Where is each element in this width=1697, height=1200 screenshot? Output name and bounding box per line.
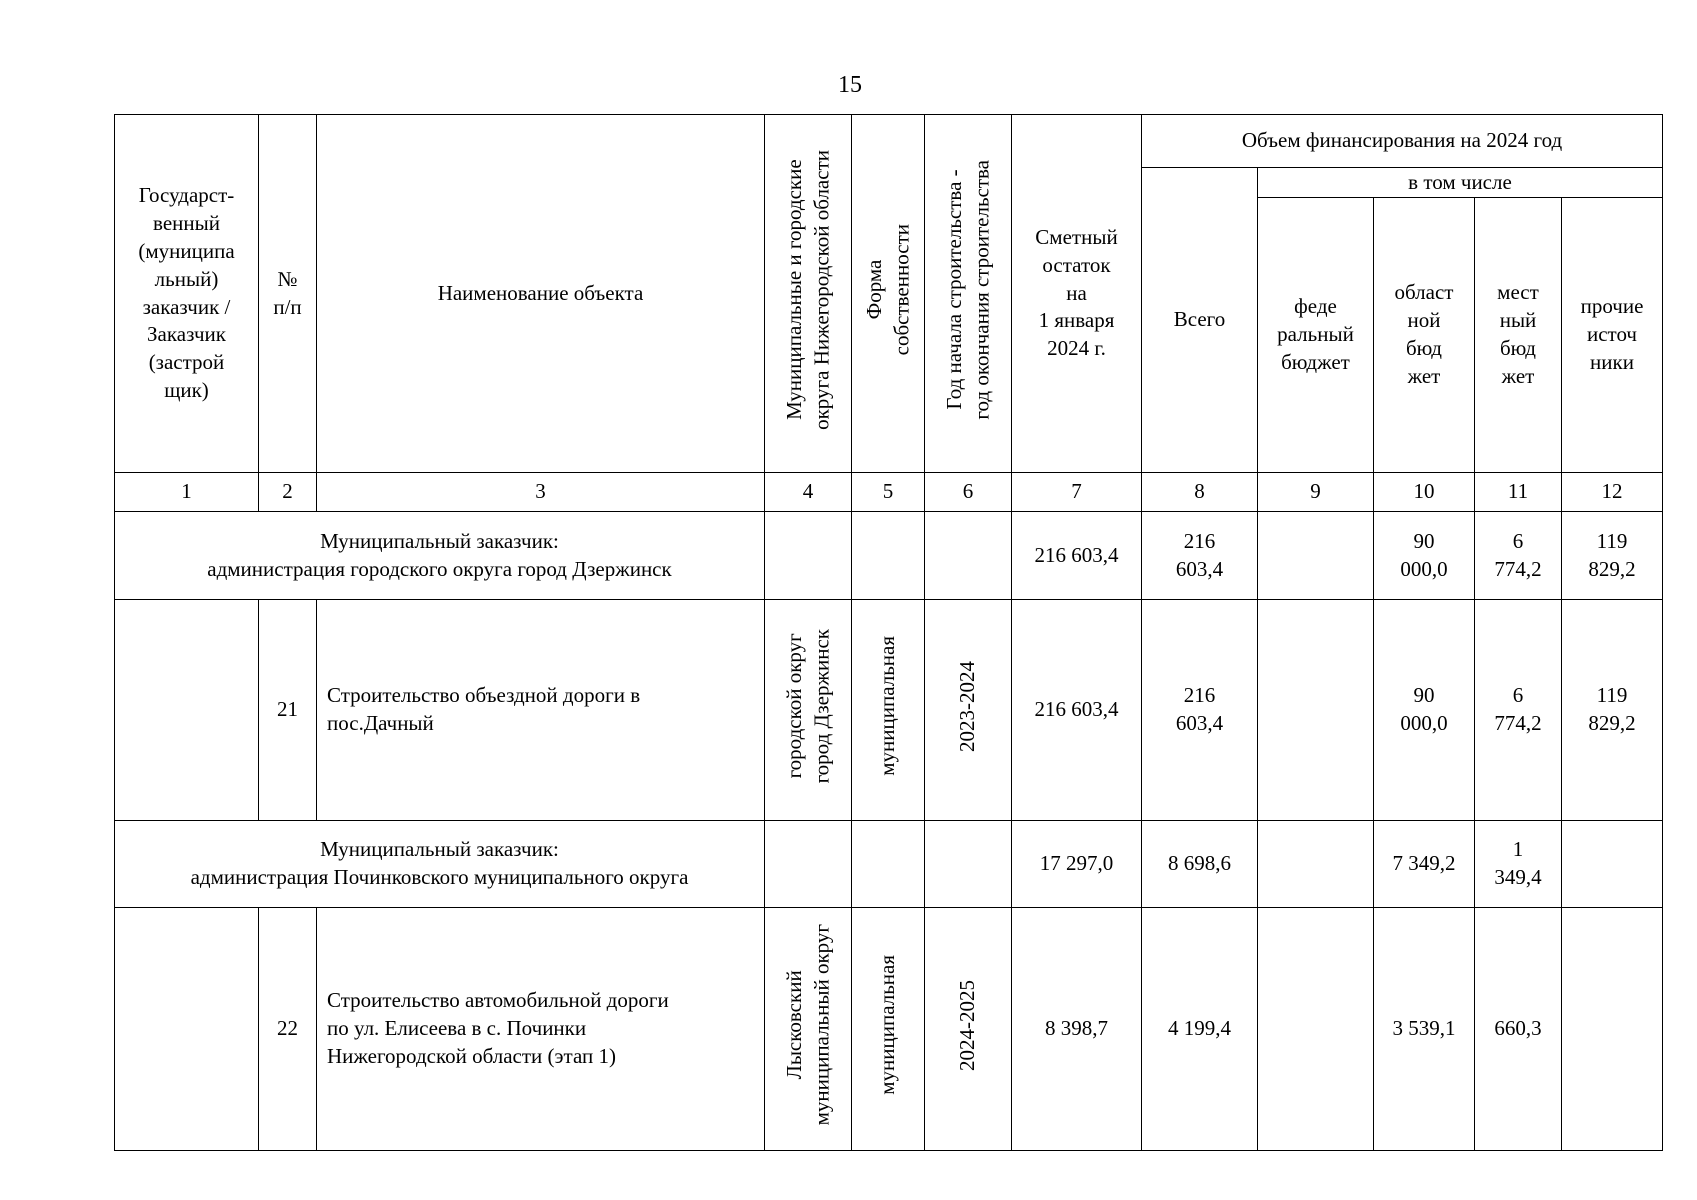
header-object-name-label: Наименование объекта (437, 280, 644, 305)
ownership-label: муниципальная (875, 636, 900, 776)
header-ownership (852, 115, 925, 473)
column-number: 2 (259, 473, 317, 512)
years-cell (925, 512, 1012, 600)
column-number: 5 (852, 473, 925, 512)
header-total (1142, 168, 1258, 473)
header-district-label: Муниципальные и городские округа Нижегородской области (781, 149, 833, 430)
total-cell: 4 199,4 (1142, 908, 1258, 1151)
header-row (115, 115, 1663, 168)
ownership-cell (852, 512, 925, 600)
header-estimate (1012, 115, 1142, 473)
column-number: 1 (115, 473, 259, 512)
header-other (1562, 198, 1663, 473)
customer-cell (115, 600, 259, 821)
object-row (115, 600, 1663, 821)
other-cell: 119 829,2 (1562, 600, 1663, 821)
estimate-cell: 17 297,0 (1012, 821, 1142, 908)
row-number: 21 (259, 600, 317, 821)
page-number: 15 (838, 72, 862, 98)
ownership-cell (852, 821, 925, 908)
regional-cell: 7 349,2 (1374, 821, 1475, 908)
header-regional-label: област ной бюд жет (1394, 280, 1454, 388)
federal-cell (1258, 512, 1374, 600)
estimate-cell: 8 398,7 (1012, 908, 1142, 1151)
header-customer (115, 115, 259, 473)
header-other-label: прочие источ ники (1580, 294, 1644, 374)
column-number-row (115, 473, 1663, 512)
customer-name: Муниципальный заказчик: администрация городского округа город Дзержинск (115, 512, 765, 600)
header-ownership-label: Форма собственности (861, 223, 913, 356)
header-federal (1258, 198, 1374, 473)
district-cell (765, 512, 852, 600)
customer-row (115, 821, 1663, 908)
header-estimate-label: Сметный остаток на 1 января 2024 г. (1035, 224, 1118, 361)
federal-cell (1258, 821, 1374, 908)
years-cell (925, 908, 1012, 1151)
header-federal-label: феде ральный бюджет (1277, 294, 1354, 374)
other-cell (1562, 908, 1663, 1151)
column-number: 11 (1475, 473, 1562, 512)
header-total-label: Всего (1173, 307, 1226, 332)
regional-cell: 90 000,0 (1374, 600, 1475, 821)
row-number: 22 (259, 908, 317, 1151)
years-label: 2023-2024 (955, 660, 980, 752)
ownership-cell (852, 908, 925, 1151)
local-cell: 1 349,4 (1475, 821, 1562, 908)
header-number (259, 115, 317, 473)
total-cell: 8 698,6 (1142, 821, 1258, 908)
customer-row (115, 512, 1663, 600)
header-number-label: № п/п (273, 266, 302, 319)
federal-cell (1258, 908, 1374, 1151)
column-number: 8 (1142, 473, 1258, 512)
column-number: 10 (1374, 473, 1475, 512)
estimate-cell: 216 603,4 (1012, 600, 1142, 821)
header-years-label: Год начала строительства - год окончания строительства (941, 159, 993, 420)
header-district (765, 115, 852, 473)
district-label: Лысковский муниципальный округ (781, 924, 833, 1126)
years-cell (925, 600, 1012, 821)
object-name: Строительство объездной дороги в пос.Дачный (317, 600, 765, 821)
header-customer-label: Государст- венный (муниципа льный) заказчик / Заказчик (застрой щик) (138, 182, 235, 403)
header-local-label: мест ный бюд жет (1497, 280, 1539, 388)
ownership-cell (852, 600, 925, 821)
funding-table (114, 114, 1663, 1151)
other-cell (1562, 821, 1663, 908)
district-cell (765, 600, 852, 821)
column-number: 4 (765, 473, 852, 512)
local-cell: 660,3 (1475, 908, 1562, 1151)
total-cell: 216 603,4 (1142, 512, 1258, 600)
years-label: 2024-2025 (955, 979, 980, 1071)
header-regional (1374, 198, 1475, 473)
header-funding-label: Объем финансирования на 2024 год (1241, 128, 1563, 153)
other-cell: 119 829,2 (1562, 512, 1663, 600)
column-number: 9 (1258, 473, 1374, 512)
years-cell (925, 821, 1012, 908)
regional-cell: 3 539,1 (1374, 908, 1475, 1151)
object-name: Строительство автомобильной дороги по ул. Елисеева в с. Починки Нижегородской области (этап 1) (317, 908, 765, 1151)
column-number: 6 (925, 473, 1012, 512)
local-cell: 6 774,2 (1475, 512, 1562, 600)
column-number: 12 (1562, 473, 1663, 512)
local-cell: 6 774,2 (1475, 600, 1562, 821)
column-number: 3 (317, 473, 765, 512)
header-funding (1142, 115, 1663, 168)
estimate-cell: 216 603,4 (1012, 512, 1142, 600)
customer-name: Муниципальный заказчик: администрация Починковского муниципального округа (115, 821, 765, 908)
column-number: 7 (1012, 473, 1142, 512)
header-including (1258, 168, 1663, 198)
regional-cell: 90 000,0 (1374, 512, 1475, 600)
district-label: городской округ город Дзержинск (781, 628, 833, 784)
header-local (1475, 198, 1562, 473)
customer-cell (115, 908, 259, 1151)
header-years (925, 115, 1012, 473)
header-including-label: в том числе (1408, 169, 1512, 194)
object-row (115, 908, 1663, 1151)
ownership-label: муниципальная (875, 955, 900, 1095)
district-cell (765, 821, 852, 908)
district-cell (765, 908, 852, 1151)
header-object-name (317, 115, 765, 473)
federal-cell (1258, 600, 1374, 821)
total-cell: 216 603,4 (1142, 600, 1258, 821)
